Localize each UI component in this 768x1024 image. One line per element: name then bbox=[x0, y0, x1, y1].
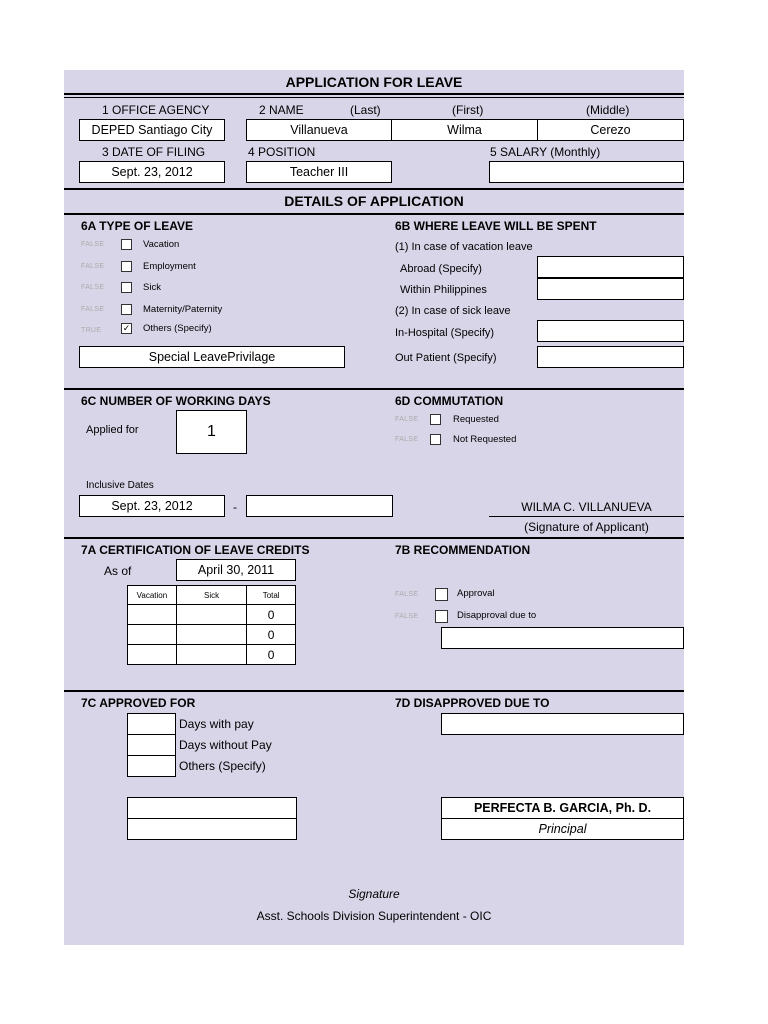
vacation-cell[interactable] bbox=[128, 645, 177, 665]
position-field[interactable]: Teacher III bbox=[246, 161, 392, 183]
within-philippines-label: Within Philippines bbox=[400, 284, 487, 296]
days-with-pay-field[interactable] bbox=[127, 713, 176, 735]
disapproved-heading: 7D DISAPPROVED DUE TO bbox=[395, 696, 550, 710]
not-requested-checkbox[interactable] bbox=[430, 434, 441, 445]
vacation-label: Vacation bbox=[143, 239, 180, 250]
date-of-filing-field[interactable]: Sept. 23, 2012 bbox=[79, 161, 225, 183]
name-label: 2 NAME bbox=[259, 103, 304, 117]
certification-heading: 7A CERTIFICATION OF LEAVE CREDITS bbox=[81, 543, 310, 557]
salary-label: 5 SALARY (Monthly) bbox=[490, 145, 601, 159]
others-approved-field[interactable] bbox=[127, 755, 176, 777]
office-agency-label: 1 OFFICE AGENCY bbox=[102, 103, 210, 117]
days-with-pay-label: Days with pay bbox=[179, 717, 254, 731]
disapproved-reason-field[interactable] bbox=[441, 713, 684, 735]
last-name-label: (Last) bbox=[350, 103, 381, 117]
as-of-label: As of bbox=[104, 564, 132, 578]
principal-title: Principal bbox=[441, 818, 684, 840]
others-flag: TRUE bbox=[81, 327, 102, 334]
requested-checkbox[interactable] bbox=[430, 414, 441, 425]
middle-name-label: (Middle) bbox=[586, 103, 630, 117]
not-requested-flag: FALSE bbox=[395, 436, 419, 443]
details-title: DETAILS OF APPLICATION bbox=[284, 193, 464, 209]
others-approved-label: Others (Specify) bbox=[179, 759, 266, 773]
disapproval-reason-field[interactable] bbox=[441, 627, 684, 649]
approved-for-heading: 7C APPROVED FOR bbox=[81, 696, 196, 710]
title-divider-thin bbox=[64, 97, 684, 98]
disapproval-flag: FALSE bbox=[395, 613, 419, 620]
applied-for-field[interactable]: 1 bbox=[176, 410, 247, 454]
middle-name-field[interactable]: Cerezo bbox=[537, 119, 684, 141]
employment-checkbox[interactable] bbox=[121, 261, 132, 272]
office-agency-field[interactable]: DEPED Santiago City bbox=[79, 119, 225, 141]
total-cell[interactable]: 0 bbox=[247, 605, 296, 625]
type-of-leave-heading: 6A TYPE OF LEAVE bbox=[81, 219, 194, 233]
vacation-cell[interactable] bbox=[128, 605, 177, 625]
column-header-sick: Sick bbox=[176, 586, 246, 605]
commutation-heading: 6D COMMUTATION bbox=[395, 394, 504, 408]
date-of-filing-label: 3 DATE OF FILING bbox=[102, 145, 206, 159]
table-row bbox=[128, 625, 296, 645]
applied-for-label: Applied for bbox=[86, 424, 139, 436]
recommendation-heading: 7B RECOMMENDATION bbox=[395, 543, 531, 557]
days-without-pay-field[interactable] bbox=[127, 734, 176, 756]
sick-label: Sick bbox=[143, 282, 161, 293]
sick-checkbox[interactable] bbox=[121, 282, 132, 293]
leave-application-form bbox=[64, 70, 684, 945]
approved-name-field[interactable] bbox=[127, 818, 297, 840]
maternity-checkbox[interactable] bbox=[121, 304, 132, 315]
title-divider bbox=[64, 93, 684, 95]
in-hospital-label: In-Hospital (Specify) bbox=[395, 327, 495, 339]
employment-flag: FALSE bbox=[81, 263, 105, 270]
requested-flag: FALSE bbox=[395, 416, 419, 423]
approved-signature-field[interactable] bbox=[127, 797, 297, 819]
abroad-label: Abroad (Specify) bbox=[400, 263, 482, 275]
within-philippines-field[interactable] bbox=[537, 278, 684, 300]
disapproval-checkbox[interactable] bbox=[435, 610, 448, 623]
total-cell[interactable]: 0 bbox=[247, 645, 296, 665]
abroad-field[interactable] bbox=[537, 256, 684, 278]
employment-label: Employment bbox=[143, 261, 196, 272]
in-hospital-field[interactable] bbox=[537, 320, 684, 342]
applicant-signature-caption: (Signature of Applicant) bbox=[524, 520, 649, 534]
table-row bbox=[128, 645, 296, 665]
first-name-label: (First) bbox=[452, 103, 484, 117]
last-name-field[interactable]: Villanueva bbox=[246, 119, 392, 141]
as-of-field[interactable]: April 30, 2011 bbox=[176, 559, 296, 581]
total-cell[interactable]: 0 bbox=[247, 625, 296, 645]
inclusive-dash: - bbox=[233, 500, 237, 514]
column-header-vacation: Vacation bbox=[128, 586, 177, 605]
sick-flag: FALSE bbox=[81, 284, 105, 291]
days-without-pay-label: Days without Pay bbox=[179, 738, 272, 752]
working-days-heading: 6C NUMBER OF WORKING DAYS bbox=[81, 394, 271, 408]
signature-label: Signature bbox=[348, 887, 400, 901]
approval-checkbox[interactable] bbox=[435, 588, 448, 601]
official-title: Asst. Schools Division Superintendent - OIC bbox=[256, 909, 492, 923]
disapproval-label: Disapproval due to bbox=[457, 610, 537, 621]
approval-label: Approval bbox=[457, 588, 495, 599]
position-label: 4 POSITION bbox=[248, 145, 316, 159]
table-row bbox=[128, 605, 296, 625]
out-patient-field[interactable] bbox=[537, 346, 684, 368]
section-divider-7a bbox=[64, 537, 684, 539]
sick-case-label: (2) In case of sick leave bbox=[395, 305, 511, 317]
out-patient-label: Out Patient (Specify) bbox=[395, 352, 497, 364]
approval-flag: FALSE bbox=[395, 591, 419, 598]
vacation-cell[interactable] bbox=[128, 625, 177, 645]
principal-name: PERFECTA B. GARCIA, Ph. D. bbox=[441, 797, 684, 819]
requested-label: Requested bbox=[453, 414, 499, 425]
form-title: APPLICATION FOR LEAVE bbox=[285, 74, 463, 90]
inclusive-from-field[interactable]: Sept. 23, 2012 bbox=[79, 495, 225, 517]
others-specify-field[interactable]: Special LeavePrivilage bbox=[79, 346, 345, 368]
salary-field[interactable] bbox=[489, 161, 684, 183]
applicant-name: WILMA C. VILLANUEVA bbox=[521, 500, 652, 514]
section-divider-6c bbox=[64, 388, 684, 390]
first-name-field[interactable]: Wilma bbox=[391, 119, 538, 141]
leave-credits-table bbox=[127, 585, 296, 665]
column-header-total: Total bbox=[247, 586, 296, 605]
others-checkbox[interactable]: ✓ bbox=[122, 323, 131, 333]
sick-cell[interactable] bbox=[176, 625, 246, 645]
maternity-flag: FALSE bbox=[81, 306, 105, 313]
inclusive-to-field[interactable] bbox=[246, 495, 393, 517]
vacation-flag: FALSE bbox=[81, 241, 105, 248]
sick-cell[interactable] bbox=[176, 645, 246, 665]
details-divider-top bbox=[64, 188, 684, 190]
vacation-checkbox[interactable] bbox=[121, 239, 132, 250]
where-spent-heading: 6B WHERE LEAVE WILL BE SPENT bbox=[395, 219, 597, 233]
maternity-label: Maternity/Paternity bbox=[143, 304, 223, 315]
not-requested-label: Not Requested bbox=[453, 434, 517, 445]
vacation-case-label: (1) In case of vacation leave bbox=[395, 241, 533, 253]
inclusive-dates-label: Inclusive Dates bbox=[86, 480, 154, 491]
others-label: Others (Specify) bbox=[143, 323, 212, 334]
details-divider-bottom bbox=[64, 213, 684, 215]
section-divider-7c bbox=[64, 690, 684, 692]
applicant-signature-line bbox=[489, 516, 684, 517]
sick-cell[interactable] bbox=[176, 605, 246, 625]
